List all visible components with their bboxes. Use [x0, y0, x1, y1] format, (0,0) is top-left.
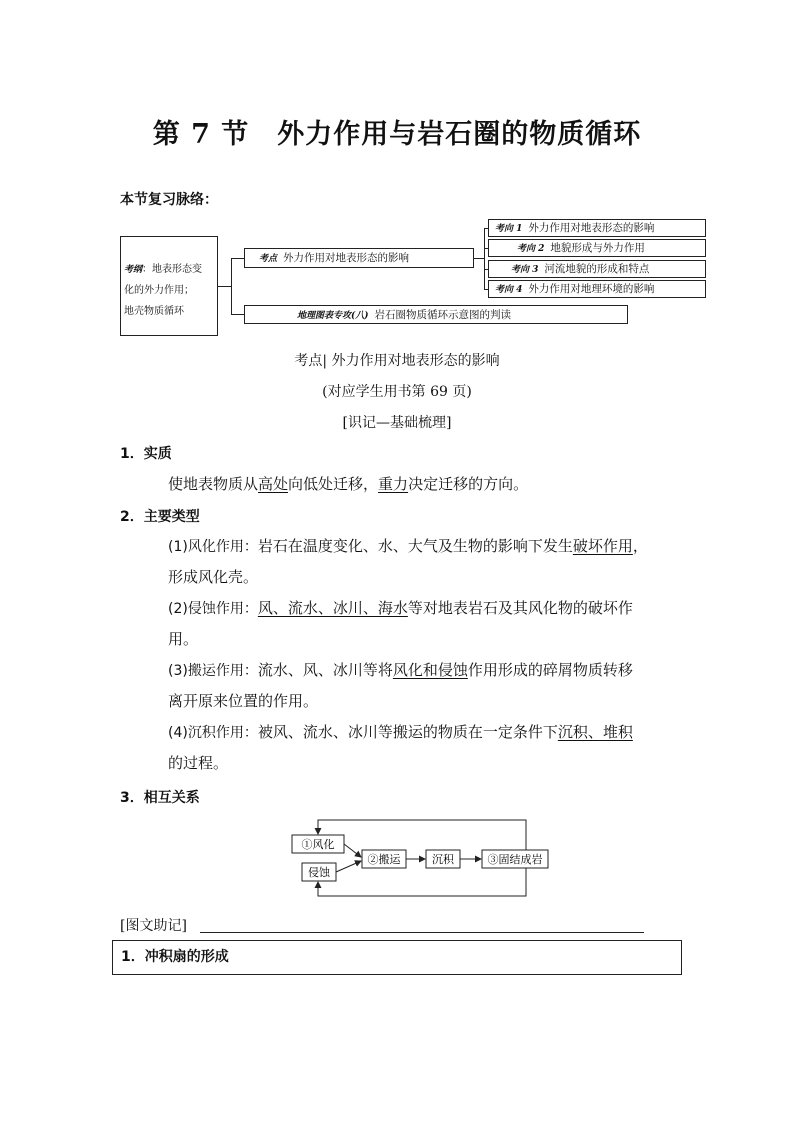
deposit-label: 沉积 [432, 853, 454, 866]
transport-item [168, 655, 678, 716]
transport-label: ②搬运 [367, 853, 401, 866]
outline-root-line3: 地壳物质循环 [124, 306, 184, 317]
text: 作用形成的碎屑物质转移 [467, 661, 633, 679]
section-2-heading: 2．主要类型 [120, 509, 200, 525]
connector [231, 314, 244, 315]
text: 形成风化壳。 [168, 568, 259, 586]
outline-direction-4 [488, 280, 706, 298]
deposit-item [168, 717, 678, 778]
direction-text: 外力作用对地表形态的影响 [528, 222, 655, 234]
process-diagram [286, 818, 558, 900]
loop-arrow-bottom [318, 867, 526, 896]
page-title: 第 7 节 外力作用与岩石圈的物质循环 [152, 119, 642, 150]
section-3-heading: 3．相互关系 [120, 790, 200, 806]
direction-text: 外力作用对地理环境的影响 [528, 283, 655, 295]
item-label: (2)侵蚀作用： [168, 601, 258, 617]
outline-root [120, 236, 218, 336]
section-1-text [168, 469, 528, 499]
arrow [336, 861, 361, 872]
outline-direction-3 [488, 260, 706, 278]
outline-direction-1 [488, 219, 706, 237]
item-label: (1)风化作用： [168, 539, 258, 555]
outline-root-line1: ：地表形态变 [142, 264, 203, 275]
direction-text: 河流地貌的形成和特点 [544, 263, 650, 275]
aid-item: 1．冲积扇的形成 [121, 949, 229, 965]
outline-direction-2 [488, 239, 706, 257]
text: 等对地表岩石及其风化物的破坏作 [407, 599, 633, 617]
underlined-answer: 重力 [378, 475, 409, 493]
outline-special-tag: 地理图表专攻(八) [297, 311, 369, 321]
direction-text: 地貌形成与外力作用 [550, 242, 645, 254]
weathering-item [168, 531, 678, 592]
underlined-answer: 破坏作用 [572, 537, 633, 555]
text: 的过程。 [168, 754, 229, 772]
weathering-label: ①风化 [301, 838, 335, 851]
lithify-label: ③固结成岩 [487, 853, 543, 866]
text: 流水、风、冰川等将 [257, 661, 393, 679]
book-reference: (对应学生用书第 69 页) [322, 384, 472, 400]
text: 向低处迁移， [288, 475, 379, 493]
text: 用。 [168, 630, 199, 648]
connector [231, 258, 244, 259]
text: ， [632, 537, 648, 555]
review-heading: 本节复习脉络： [120, 192, 218, 208]
aid-box [112, 940, 682, 975]
underlined-answer: 高处 [258, 475, 289, 493]
item-label: (3)搬运作用： [168, 663, 258, 679]
section-1-heading: 1．实质 [120, 446, 172, 462]
section-tag: [识记—基础梳理] [342, 415, 452, 431]
erosion-item [168, 593, 678, 654]
connector [484, 228, 485, 290]
topic-heading: 考点| 外力作用对地表形态的影响 [294, 353, 500, 369]
outline-topic-tag: 考点 [259, 254, 278, 264]
text: 决定迁移的方向。 [408, 475, 529, 493]
connector [218, 286, 231, 287]
erosion-label: 侵蚀 [308, 866, 330, 879]
underlined-answer: 风、流水、冰川、海水 [257, 599, 408, 617]
connector [474, 258, 484, 259]
text: 离开原来位置的作用。 [168, 692, 319, 710]
outline-special [244, 305, 628, 324]
outline-topic [244, 248, 474, 268]
item-label: (4)沉积作用： [168, 725, 258, 741]
underlined-answer: 风化和侵蚀 [392, 661, 468, 679]
outline-topic-text: 外力作用对地表形态的影响 [283, 252, 410, 264]
loop-arrow-top [318, 820, 526, 851]
aid-underline [200, 932, 644, 933]
direction-tag: 考向 3 [511, 265, 539, 275]
outline-special-text: 岩石圈物质循环示意图的判读 [374, 309, 512, 321]
direction-tag: 考向 1 [495, 224, 523, 234]
text: 岩石在温度变化、水、大气及生物的影响下发生 [257, 537, 573, 555]
underlined-answer: 沉积、堆积 [557, 723, 633, 741]
direction-tag: 考向 4 [495, 285, 523, 295]
connector [231, 258, 232, 314]
direction-tag: 考向 2 [517, 244, 545, 254]
text: 使地表物质从 [168, 475, 259, 493]
outline-root-line2: 化的外力作用； [124, 285, 194, 296]
outline-root-tag: 考纲 [124, 265, 143, 275]
aid-tag: [图文助记] [120, 918, 187, 934]
arrow [344, 844, 361, 857]
text: 被风、流水、冰川等搬运的物质在一定条件下 [257, 723, 558, 741]
